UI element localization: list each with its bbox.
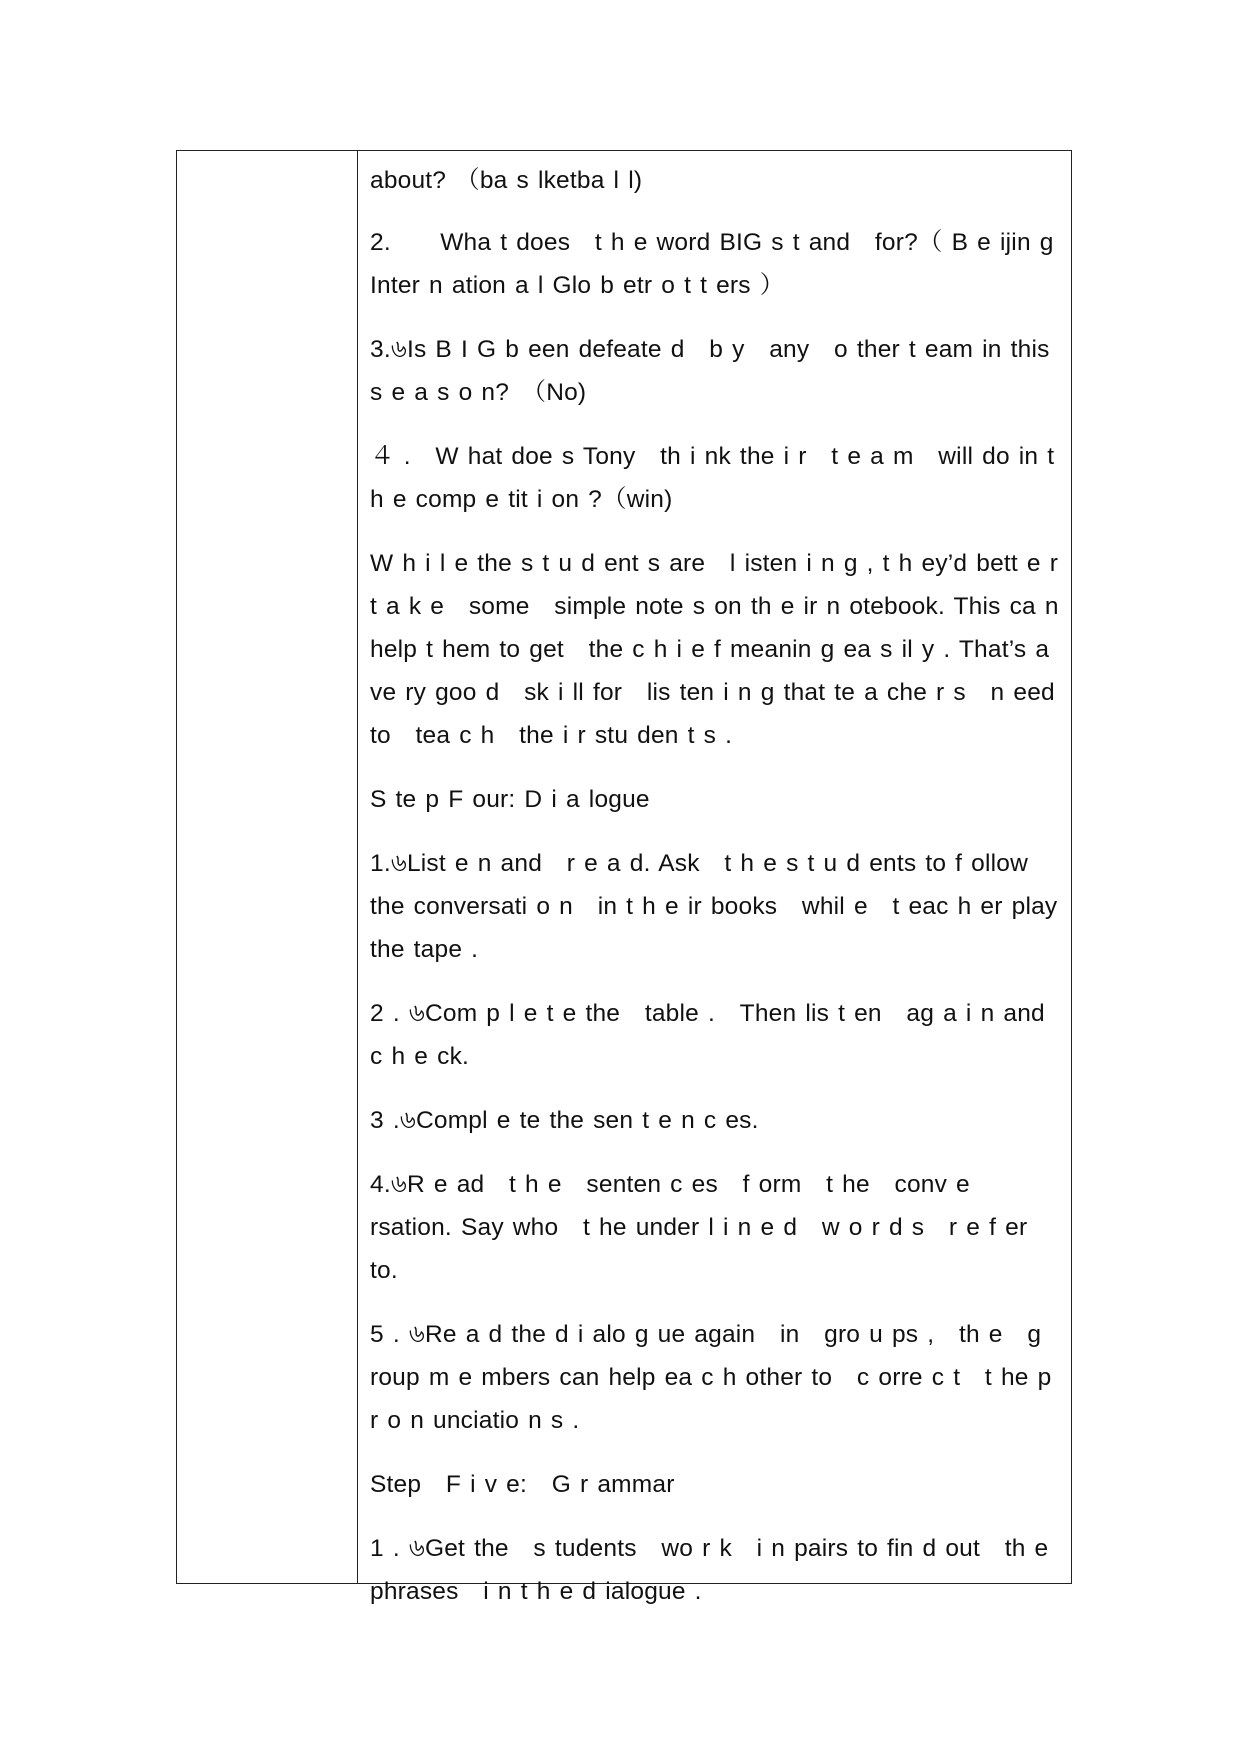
paragraph-dialogue-5: 5 . ৬Re a d the d i alo g ue again in gro u ps , th e g roup m e mbers can help ea c h other to c orre c t t he p r o n unciatio n s .: [370, 1321, 1052, 1434]
paragraph-dialogue-2: 2 . ৬Com p l e t e the table . Then lis t en ag a i n and c h e ck.: [370, 1000, 1045, 1070]
paragraph-question-4: ４ . W hat doe s Tony th i nk the i r t e a m will do in t h e comp e tit i on ?（win): [370, 443, 1055, 513]
paragraph-listening-notes: W h i l e the s t u d ent s are l isten i n g , t h ey’d bett e r t a k e some simple note s on th e ir n otebook. This ca n help t hem to get the c h i e f meanin g ea s il y . That’s a ve ry goo d sk i ll for lis ten i n g that te a che r s n eed to tea c h the i r stu den t s .: [370, 550, 1059, 749]
paragraph-question-2: 2. Wha t does t h e word BIG s t and for?（ B e ijin g Inter n ation a l Glo b etr o t t ers ）: [370, 229, 1079, 299]
table-left-column: [177, 151, 358, 1583]
table-right-column: [358, 151, 1079, 1605]
paragraph-dialogue-4: 4.৬R e ad t h e senten c es f orm t he conv e rsation. Say who t he under l i n e d w o r d s r e f er to.: [370, 1171, 1028, 1284]
lesson-plan-table: [176, 150, 1079, 1605]
paragraph-dialogue-3: 3 .৬Compl e te the sen t e n c es.: [370, 1107, 759, 1134]
paragraph-question-3: 3.৬Is B I G b een defeate d b y any o ther t eam in this s e a s o n? （No): [370, 336, 1050, 406]
paragraph-dialogue-1: 1.৬List e n and r e a d. Ask t h e s t u d ents to f ollow the conversati o n in t h e ir books whil e t eac h er play the tape .: [370, 850, 1058, 963]
paragraph-grammar-1: 1 . ৬Get the s tudents wo r k i n pairs to fin d out th e phrases i n t h e d ialogue .: [370, 1535, 1049, 1605]
heading-step-five: Step F i v e: G r ammar: [370, 1471, 675, 1498]
paragraph-question-1-tail: about? （ba s lketba l l): [370, 167, 643, 194]
heading-step-four: S te p F our: D i a logue: [370, 786, 650, 813]
